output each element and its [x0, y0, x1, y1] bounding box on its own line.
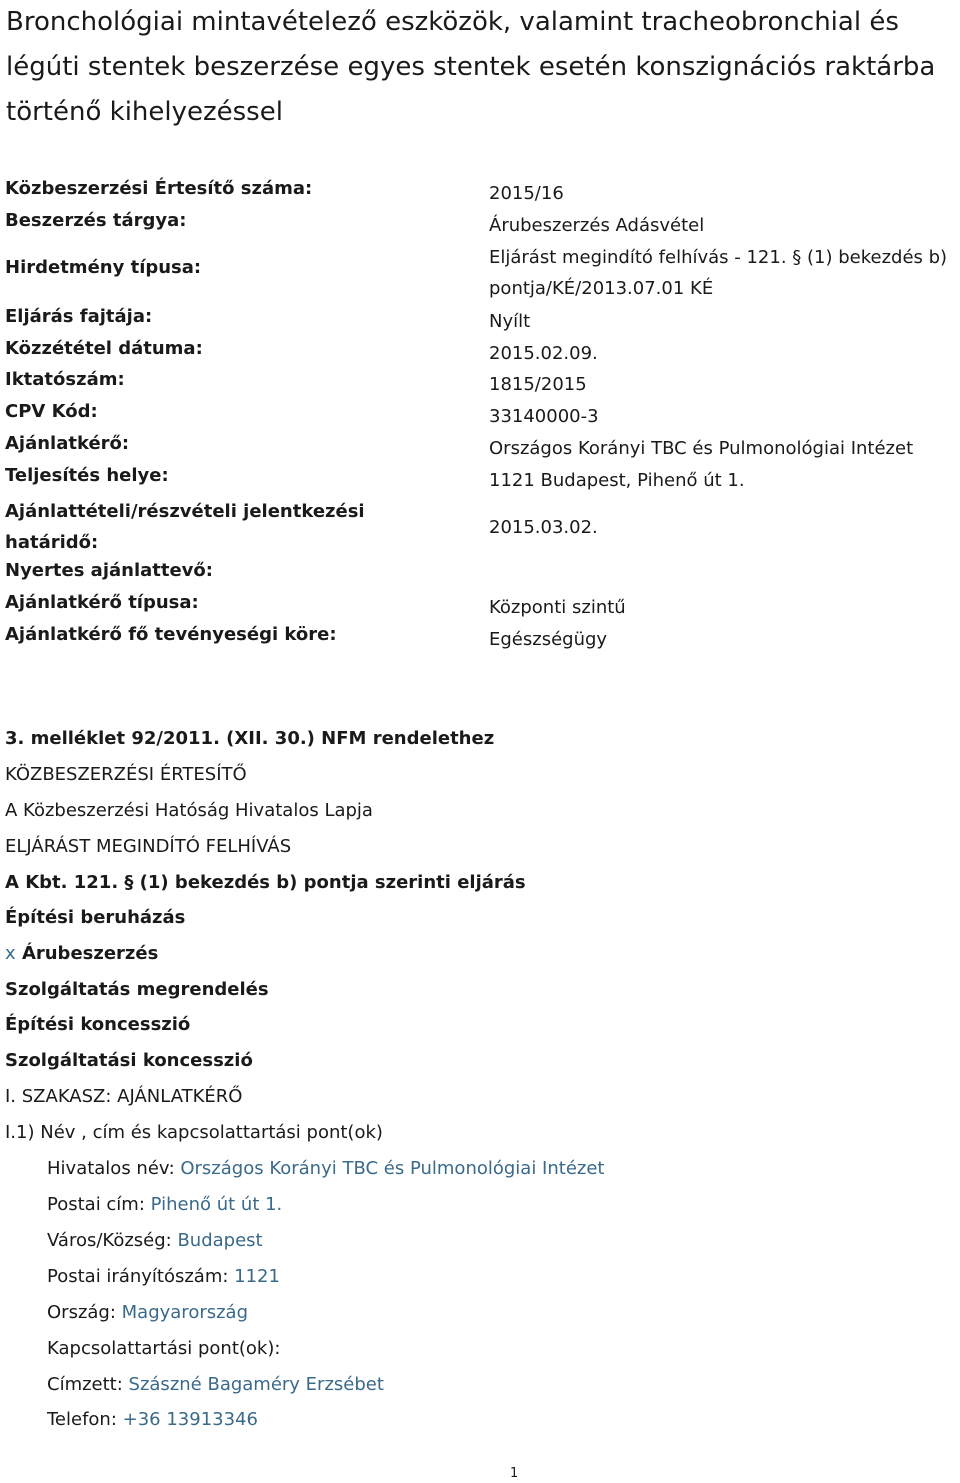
meta-label: Ajánlatkérő:	[5, 433, 130, 454]
contract-type-item	[5, 1050, 253, 1071]
contract-type-mark: x	[5, 943, 16, 964]
procedure-basis: A Kbt. 121. § (1) bekezdés b) pontja szerinti eljárás	[5, 872, 526, 893]
detail-label: Ország:	[47, 1302, 122, 1323]
notice-type-heading: ELJÁRÁST MEGINDÍTÓ FELHÍVÁS	[5, 836, 292, 857]
document-title: Bronchológiai mintavételező eszközök, valamint tracheobronchial és légúti stentek beszerzése egyes stentek esetén konszignációs raktárba történő kihelyezéssel	[6, 7, 936, 127]
meta-value: Árubeszerzés Adásvétel	[489, 215, 705, 236]
contract-type-item	[5, 907, 185, 928]
meta-value: 33140000-3	[489, 406, 599, 427]
contract-type-label: Szolgáltatási koncesszió	[5, 1050, 253, 1071]
meta-label: Teljesítés helye:	[5, 465, 169, 486]
meta-value: 1121 Budapest, Pihenő út 1.	[489, 470, 745, 491]
annex-reference: 3. melléklet 92/2011. (XII. 30.) NFM rendelethez	[5, 728, 495, 749]
contract-type-item	[5, 1014, 190, 1035]
meta-label: Eljárás fajtája:	[5, 306, 153, 327]
detail-value: Szászné Bagaméry Erzsébet	[128, 1374, 384, 1395]
section-heading: I. SZAKASZ: AJÁNLATKÉRŐ	[5, 1086, 243, 1107]
meta-value: 2015/16	[489, 183, 564, 204]
detail-telephone	[47, 1409, 258, 1430]
detail-label: Postai irányítószám:	[47, 1266, 235, 1287]
meta-label: Közzététel dátuma:	[5, 338, 203, 359]
meta-value: Eljárást megindító felhívás - 121. § (1) bekezdés b) pontja/KÉ/2013.07.01 KÉ	[489, 247, 948, 299]
detail-official-name	[47, 1158, 604, 1179]
meta-label: Iktatószám:	[5, 369, 125, 390]
meta-value: Egészségügy	[489, 629, 608, 650]
detail-value: 1121	[234, 1266, 280, 1287]
meta-label: Hirdetmény típusa:	[5, 257, 202, 278]
meta-value: Központi szintű	[489, 597, 626, 618]
detail-contact-points	[47, 1338, 280, 1359]
detail-postal-address	[47, 1194, 282, 1215]
detail-value: Budapest	[177, 1230, 263, 1251]
contract-type-label: Szolgáltatás megrendelés	[5, 979, 269, 1000]
detail-attention-of	[47, 1374, 384, 1395]
meta-label: Közbeszerzési Értesítő száma:	[5, 178, 313, 199]
authority-journal: A Közbeszerzési Hatóság Hivatalos Lapja	[5, 800, 373, 821]
meta-label: Ajánlatkérő fő tevényeségi köre:	[5, 624, 337, 645]
meta-value: Országos Korányi TBC és Pulmonológiai Intézet	[489, 438, 914, 459]
meta-value: 1815/2015	[489, 374, 587, 395]
meta-value: 2015.02.09.	[489, 343, 598, 364]
detail-value: Pihenő út út 1.	[150, 1194, 283, 1215]
meta-value: Nyílt	[489, 311, 531, 332]
detail-city	[47, 1230, 263, 1251]
contract-type-item	[5, 979, 269, 1000]
contract-type-label: Árubeszerzés	[21, 943, 159, 964]
meta-label: Ajánlatkérő típusa:	[5, 592, 199, 613]
detail-label: Postai cím:	[47, 1194, 151, 1215]
meta-label: Beszerzés tárgya:	[5, 210, 187, 231]
contract-type-label: Építési koncesszió	[5, 1014, 191, 1035]
detail-label: Hivatalos név:	[47, 1158, 181, 1179]
subsection-heading: I.1) Név , cím és kapcsolattartási pont(ok)	[5, 1122, 383, 1143]
detail-value: Magyarország	[121, 1302, 249, 1323]
contract-type-label: Építési beruházás	[5, 907, 186, 928]
detail-label: Telefon:	[47, 1409, 123, 1430]
detail-label: Címzett:	[47, 1374, 129, 1395]
meta-label: Nyertes ajánlattevő:	[5, 560, 213, 581]
meta-label: Ajánlattételi/részvételi jelentkezési határidő:	[5, 501, 365, 553]
detail-country	[47, 1302, 248, 1323]
meta-value: 2015.03.02.	[489, 517, 598, 538]
detail-value: +36 13913346	[122, 1409, 258, 1430]
detail-label: Város/Község:	[47, 1230, 178, 1251]
bulletin-name: KÖZBESZERZÉSI ÉRTESÍTŐ	[5, 764, 247, 785]
meta-label: CPV Kód:	[5, 401, 98, 422]
page-number: 1	[510, 1466, 519, 1481]
detail-postal-code	[47, 1266, 280, 1287]
detail-label: Kapcsolattartási pont(ok):	[47, 1338, 281, 1359]
detail-value: Országos Korányi TBC és Pulmonológiai Intézet	[180, 1158, 605, 1179]
contract-type-item	[5, 943, 158, 964]
